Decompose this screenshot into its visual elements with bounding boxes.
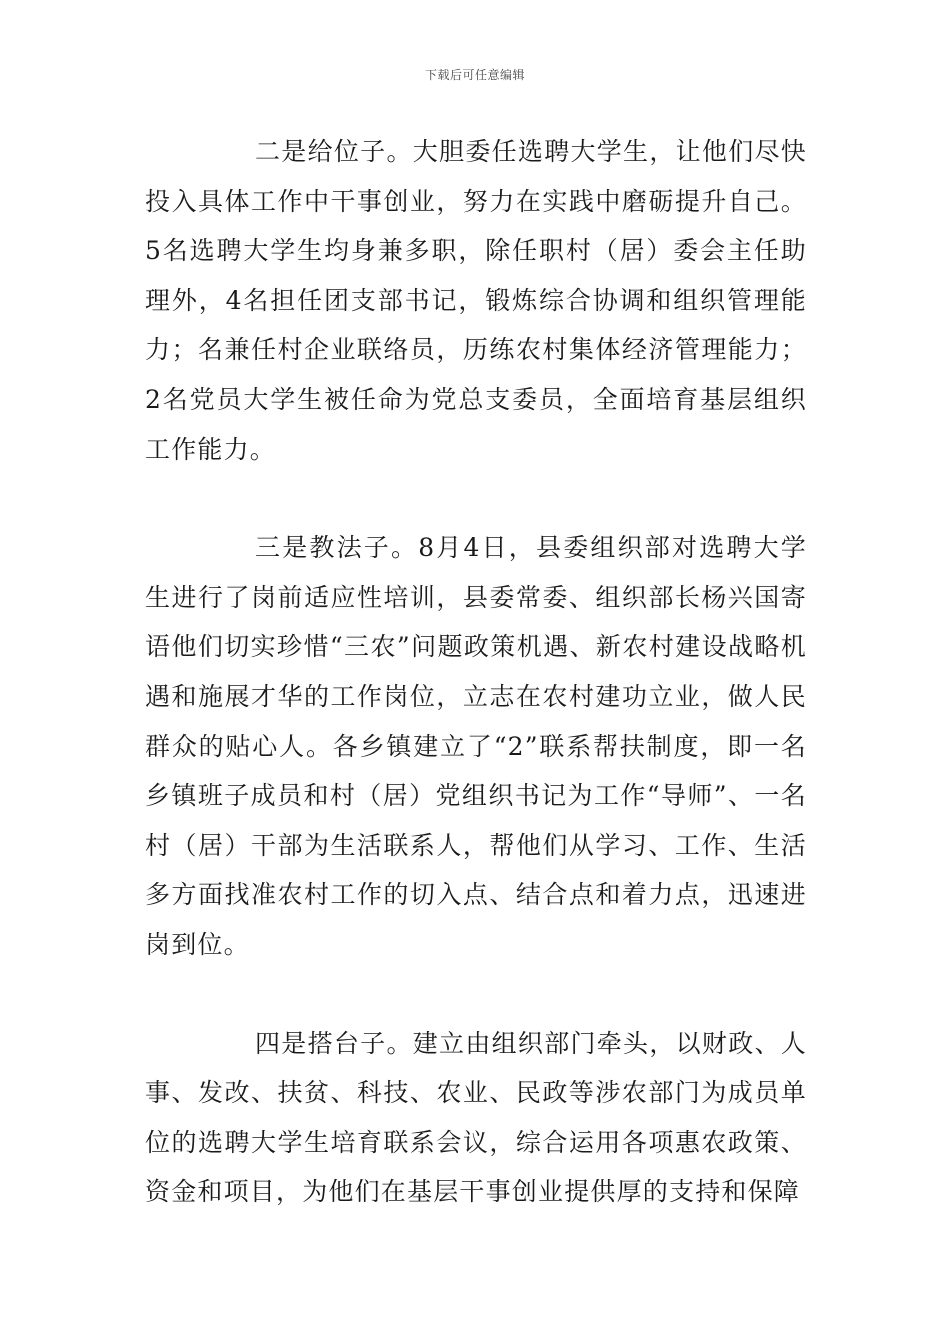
- page-header: 下载后可任意编辑: [424, 68, 525, 82]
- document-body: [145, 127, 807, 1217]
- paragraph-give-positions: 二是给位子。大胆委任选聘大学生，让他们尽快投入具体工作中干事创业，努力在实践中磨砺提升自己。5名选聘大学生均身兼多职，除任职村（居）委会主任助理外，4名担任团支部书记，锻炼综合协调和组织管理能力；名兼任村企业联络员，历练农村集体经济管理能力；2名党员大学生被任命为党总支委员，全面培育基层组织工作能力。: [145, 137, 807, 464]
- paragraph-teach-methods: 三是教法子。8月4日，县委组织部对选聘大学生进行了岗前适应性培训，县委常委、组织部长杨兴国寄语他们切实珍惜“三农”问题政策机遇、新农村建设战略机遇和施展才华的工作岗位，立志在农村建功立业，做人民群众的贴心人。各乡镇建立了“2”联系帮扶制度，即一名乡镇班子成员和村（居）党组织书记为工作“导师”、一名村（居）干部为生活联系人，帮他们从学习、工作、生活多方面找准农村工作的切入点、结合点和着力点，迅速进岗到位。: [145, 533, 807, 959]
- paragraph-build-platform: 四是搭台子。建立由组织部门牵头，以财政、人事、发改、扶贫、科技、农业、民政等涉农部门为成员单位的选聘大学生培育联系会议，综合运用各项惠农政策、资金和项目，为他们在基层干事创业提供厚的支持和保障: [145, 1028, 807, 1207]
